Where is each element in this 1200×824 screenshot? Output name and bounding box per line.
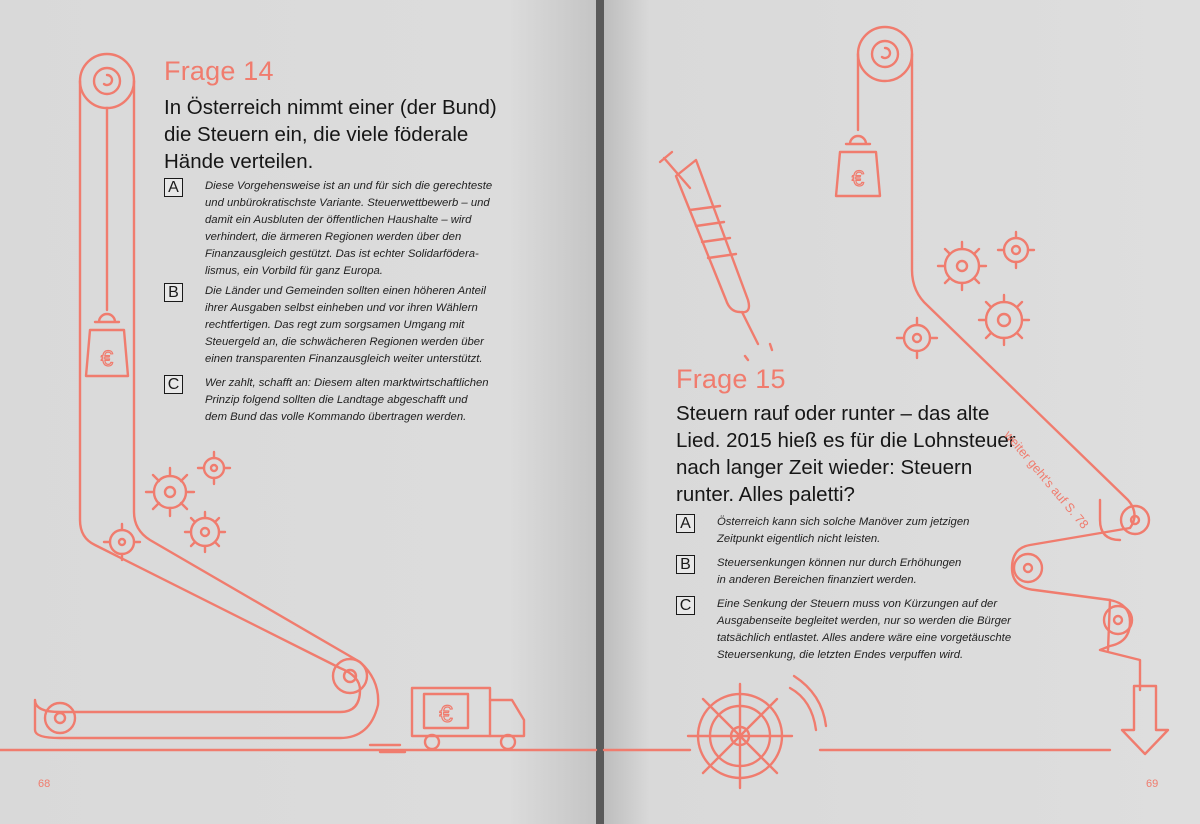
- question-line: Lied. 2015 hieß es für die Lohnsteuer: [676, 429, 1016, 452]
- answer-14-b[interactable]: [164, 283, 486, 368]
- book-gutter: [596, 0, 604, 824]
- question-15-heading: Frage 15: [676, 364, 786, 394]
- question-line: In Österreich nimmt einer (der Bund): [164, 96, 497, 119]
- answer-15-c[interactable]: [676, 596, 1011, 664]
- answer-checkbox-b[interactable]: B: [164, 283, 183, 302]
- question-line: nach langer Zeit wieder: Steuern: [676, 456, 973, 479]
- question-line: Hände verteilen.: [164, 150, 314, 173]
- answer-checkbox-a[interactable]: A: [676, 514, 695, 533]
- answer-checkbox-c[interactable]: C: [164, 375, 183, 394]
- answer-14-c[interactable]: [164, 375, 489, 426]
- answer-checkbox-a[interactable]: A: [164, 178, 183, 197]
- answer-15-b[interactable]: [676, 555, 961, 589]
- svg-text:€: €: [100, 346, 114, 371]
- answer-text: Steuersenkungen können nur durch Erhöhungen in anderen Bereichen finanziert werden.: [717, 557, 962, 586]
- continue-note: weiter geht's auf S. 78: [1001, 428, 1092, 532]
- answer-text: Diese Vorgehensweise ist an und für sich die gerechteste und unbürokratischste Variante. Steuerwettbewerb – und damit ein Ausbluten der öffentlichen Haushalte – wird verhindert, die ärmeren Regionen werden über den Finanzausgleich gestützt. Das ist echter Solidarfödera- lismus, ein Vorbild für ganz Europa.: [205, 180, 493, 277]
- page-number-right: 69: [1146, 778, 1159, 790]
- question-line: Steuern rauf oder runter – das alte: [676, 402, 990, 425]
- answer-text: Wer zahlt, schafft an: Diesem alten marktwirtschaftlichen Prinzip folgend sollten die Landtage abgeschafft und dem Bund das volle Kommando übertragen werden.: [205, 377, 489, 423]
- answer-checkbox-c[interactable]: C: [676, 596, 695, 615]
- answer-text: Österreich kann sich solche Manöver zum jetzigen Zeitpunkt eigentlich nicht leisten.: [717, 516, 970, 545]
- answer-checkbox-b[interactable]: B: [676, 555, 695, 574]
- page-number-left: 68: [38, 778, 51, 790]
- answer-14-a[interactable]: [164, 178, 492, 280]
- question-line: die Steuern ein, die viele föderale: [164, 123, 469, 146]
- question-line: runter. Alles paletti?: [676, 483, 855, 506]
- question-15-text: [676, 400, 1016, 508]
- answer-15-a[interactable]: [676, 514, 969, 548]
- svg-text:€: €: [851, 166, 865, 191]
- question-14-text: [164, 94, 497, 175]
- answer-text: Die Länder und Gemeinden sollten einen höheren Anteil ihrer Ausgaben selbst einheben und vor ihren Wählern rechtfertigen. Das regt zum sorgsamen Umgang mit Steuergeld an, die schwächeren Regionen werden über einen transparenten Finanzausgleich weiter unterstützt.: [205, 285, 486, 365]
- question-14-heading: Frage 14: [164, 56, 274, 86]
- svg-text:€: €: [439, 701, 453, 728]
- answer-text: Eine Senkung der Steuern muss von Kürzungen auf der Ausgabenseite begleitet werden, nur so werden die Bürger tatsächlich entlastet. Alles andere wäre eine vorgetäuschte Steuersenkung, die letzten Endes verpuffen wird.: [717, 598, 1012, 661]
